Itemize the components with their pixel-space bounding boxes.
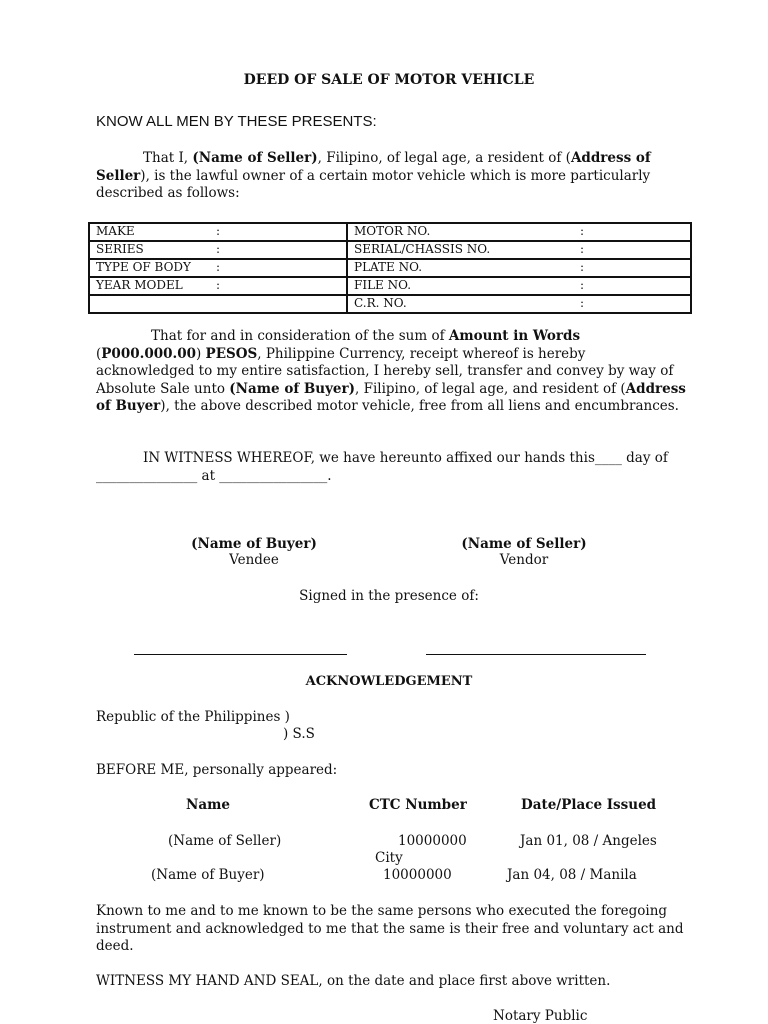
republic-line: Republic of the Philippines ) xyxy=(96,709,290,725)
amount-number-placeholder: P000.000.00 xyxy=(101,345,196,362)
appearer-seller-ctc: 10000000 xyxy=(398,833,467,849)
table-row xyxy=(89,241,691,259)
buyer-role: Vendee xyxy=(229,552,279,568)
field-colon: : xyxy=(579,296,584,310)
field-colon: : xyxy=(215,260,220,274)
table-cell xyxy=(89,295,347,313)
para1-text-2: , Filipino, of legal age, a resident of ( xyxy=(317,150,571,166)
table-cell xyxy=(89,223,347,241)
witness-signature-line-left xyxy=(134,654,347,655)
buyer-name-signature: (Name of Buyer) xyxy=(191,536,317,552)
appearer-buyer-ctc: 10000000 xyxy=(383,867,452,883)
vehicle-details-table xyxy=(88,222,692,314)
field-colon: : xyxy=(215,242,220,256)
table-cell xyxy=(89,241,347,259)
table-cell xyxy=(347,241,691,259)
table-cell xyxy=(347,259,691,277)
field-colon: : xyxy=(579,224,584,238)
col-header-date-place: Date/Place Issued xyxy=(521,797,657,813)
table-cell xyxy=(347,277,691,295)
appearer-buyer-name: (Name of Buyer) xyxy=(151,867,265,883)
ss-line: ) S.S xyxy=(283,726,315,742)
para2-text-6: ), the above described motor vehicle, free from all liens and encumbrances. xyxy=(160,398,679,414)
seller-name-signature: (Name of Seller) xyxy=(461,536,587,552)
opening-line: KNOW ALL MEN BY THESE PRESENTS: xyxy=(96,113,377,130)
document-title: DEED OF SALE OF MOTOR VEHICLE xyxy=(243,72,535,88)
seller-name-placeholder: (Name of Seller) xyxy=(192,150,318,166)
before-me-line: BEFORE ME, personally appeared: xyxy=(96,762,338,778)
appearer-seller-place-wrap: City xyxy=(375,850,403,866)
table-cell xyxy=(347,295,691,313)
field-label-plate-no: PLATE NO. xyxy=(354,260,423,274)
table-row xyxy=(89,277,691,295)
ownership-paragraph xyxy=(96,150,686,203)
buyer-signature-block xyxy=(144,536,364,568)
field-label-serial-chassis-no: SERIAL/CHASSIS NO. xyxy=(354,242,491,256)
notary-public-label: Notary Public xyxy=(493,1008,588,1024)
known-paragraph: Known to me and to me known to be the same persons who executed the foregoing instrument and acknowledged to me that the same is their free and voluntary act and deed. xyxy=(96,903,684,954)
appearer-buyer-date-place: Jan 04, 08 / Manila xyxy=(507,867,637,883)
field-label-file-no: FILE NO. xyxy=(354,278,412,292)
witness-hand-line: WITNESS MY HAND AND SEAL, on the date and place first above written. xyxy=(96,973,611,989)
para2-text-1: That for and in consideration of the sum of xyxy=(151,328,449,344)
table-row xyxy=(89,295,691,313)
para1-text-1: That I, xyxy=(143,150,193,166)
field-colon: : xyxy=(579,278,584,292)
field-colon: : xyxy=(579,242,584,256)
field-colon: : xyxy=(579,260,584,274)
field-label-year-model: YEAR MODEL xyxy=(96,278,183,292)
field-label-make: MAKE xyxy=(96,224,135,238)
presence-line: Signed in the presence of: xyxy=(299,588,479,604)
table-cell xyxy=(347,223,691,241)
table-cell xyxy=(89,259,347,277)
col-header-name: Name xyxy=(186,797,230,813)
field-label-type-of-body: TYPE OF BODY xyxy=(96,260,191,274)
para2-text-3: ) xyxy=(195,345,206,362)
seller-address-placeholder: Address of Seller xyxy=(96,150,651,184)
appearer-seller-date-place: Jan 01, 08 / Angeles xyxy=(520,833,657,849)
table-cell xyxy=(89,277,347,295)
para2-text-5: , Filipino, of legal age, and resident of ( xyxy=(355,380,626,397)
consideration-paragraph xyxy=(96,328,686,416)
col-header-ctc: CTC Number xyxy=(369,797,467,813)
field-colon: : xyxy=(215,278,220,292)
witness-signature-line-right xyxy=(426,654,646,655)
field-label-motor-no: MOTOR NO. xyxy=(354,224,431,238)
buyer-address-placeholder: Address of Buyer xyxy=(96,380,686,414)
amount-words-placeholder: Amount in Words xyxy=(448,328,581,344)
para2-text-2: ( xyxy=(96,345,102,362)
witness-paragraph: IN WITNESS WHEREOF, we have hereunto affixed our hands this____ day of _______________ at ________________. xyxy=(96,450,668,484)
table-row xyxy=(89,223,691,241)
table-row xyxy=(89,259,691,277)
para2-text-4: , Philippine Currency, receipt whereof is hereby acknowledged to my entire satisfaction, I hereby sell, transfer and convey by way of Absolute Sale unto xyxy=(96,345,674,397)
para1-text-3: ), is the lawful owner of a certain motor vehicle which is more particularly described as follows: xyxy=(96,167,651,201)
acknowledgement-heading: ACKNOWLEDGEMENT xyxy=(305,674,473,689)
field-colon: : xyxy=(215,224,220,238)
field-label-series: SERIES xyxy=(96,242,144,256)
buyer-name-placeholder: (Name of Buyer) xyxy=(229,380,356,397)
appearer-seller-name: (Name of Seller) xyxy=(168,833,282,849)
seller-role: Vendor xyxy=(499,552,549,568)
field-label-cr-no: C.R. NO. xyxy=(354,296,407,310)
seller-signature-block xyxy=(414,536,634,568)
pesos-label: PESOS xyxy=(205,345,258,362)
